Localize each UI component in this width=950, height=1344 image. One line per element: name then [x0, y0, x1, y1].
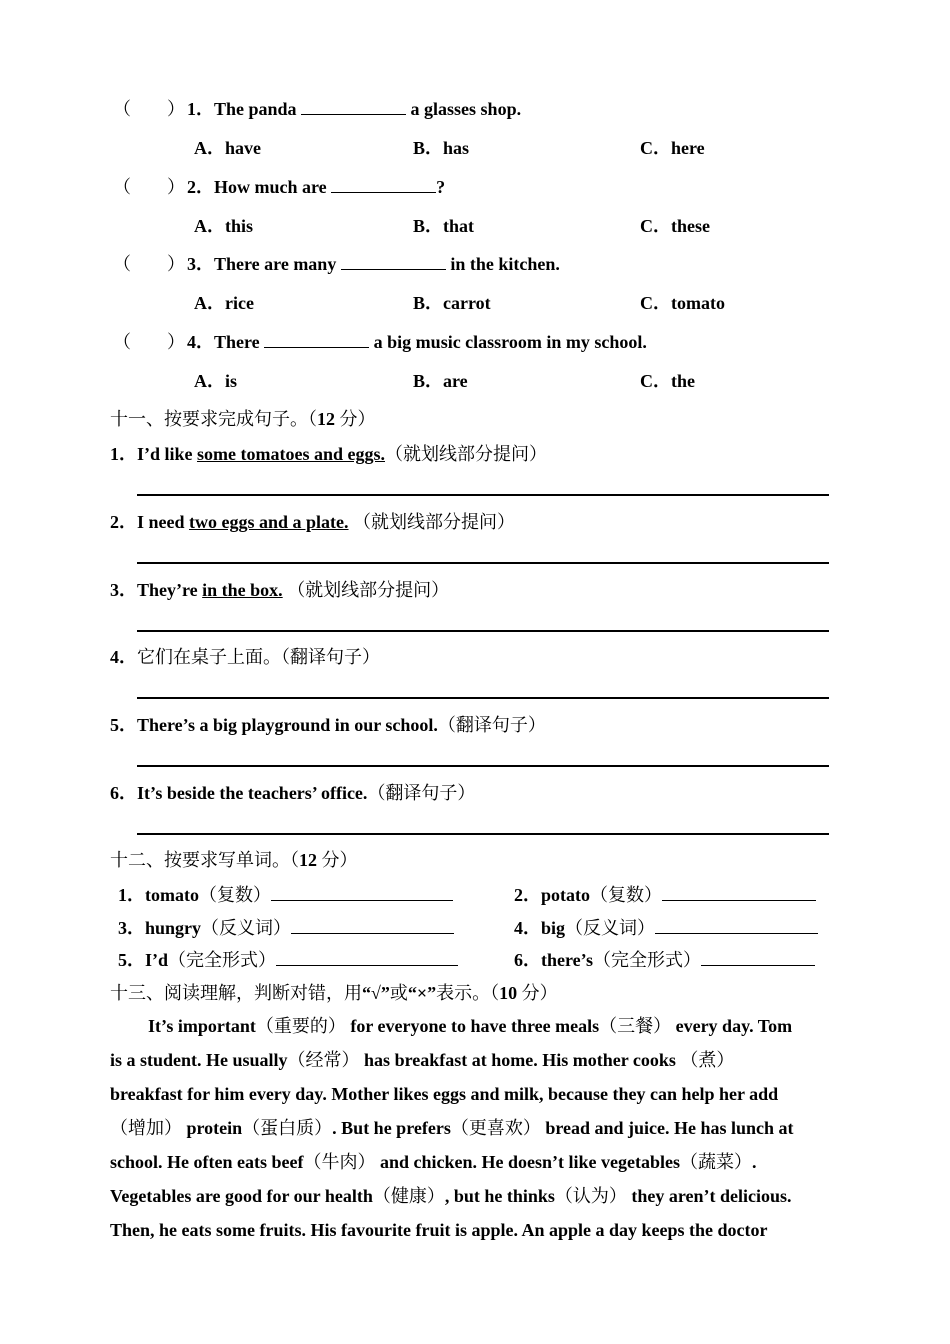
answer-blank[interactable] [662, 884, 816, 901]
answer-paren[interactable]: （ ） [113, 177, 185, 197]
sentence-task: 4．它们在桌子上面。（翻译句子） [110, 647, 380, 667]
underlined-phrase: some tomatoes and eggs. [197, 444, 385, 464]
option-c[interactable]: C．tomato [640, 293, 725, 313]
question-stem: （ ） 2．How much are ? [113, 177, 446, 197]
answer-blank[interactable] [276, 949, 458, 966]
option-a[interactable]: A．is [194, 371, 238, 391]
answer-paren[interactable]: （ ） [113, 332, 185, 352]
option-b[interactable]: B．has [413, 138, 470, 158]
passage-line: is a student. He usually（经常） has breakfast at home. His mother cooks （煮） [110, 1050, 735, 1070]
word-task: 6．there’s（完全形式） [514, 949, 815, 971]
option-a[interactable]: A．rice [194, 293, 254, 313]
word-task: 4．big（反义词） [514, 917, 818, 939]
passage-line: （增加） protein（蛋白质）. But he prefers（更喜欢） bread and juice. He has lunch at [110, 1118, 794, 1138]
answer-paren[interactable]: （ ） [113, 99, 185, 119]
answer-blank[interactable] [301, 98, 406, 115]
option-b[interactable]: B．that [413, 216, 475, 236]
section-12-title: 十二、按要求写单词。（12 分） [110, 850, 358, 870]
question-stem: （ ） 4．There a big music classroom in my school. [113, 332, 647, 352]
reading-passage [110, 1009, 842, 1247]
passage-line: Vegetables are good for our health（健康）, but he thinks（认为） they aren’t delicious. [110, 1186, 792, 1206]
passage-line: breakfast for him every day. Mother likes eggs and milk, because they can help her add [110, 1084, 779, 1104]
option-c[interactable]: C．these [640, 216, 710, 236]
option-a[interactable]: A．this [194, 216, 254, 236]
sentence-task: 5．There’s a big playground in our school.（翻译句子） [110, 715, 546, 735]
option-b[interactable]: B．carrot [413, 293, 491, 313]
underlined-phrase: two eggs and a plate. [189, 512, 349, 532]
answer-blank[interactable] [264, 331, 369, 348]
question-stem: （ ） 1．The panda a glasses shop. [113, 99, 522, 119]
answer-blank[interactable] [291, 917, 454, 934]
word-task: 2．potato（复数） [514, 884, 816, 906]
answer-blank[interactable] [271, 884, 453, 901]
option-c[interactable]: C．here [640, 138, 705, 158]
sentence-task: 1．I’d like some tomatoes and eggs.（就划线部分提问） [110, 444, 547, 464]
passage-line: It’s important（重要的） for everyone to have three meals（三餐） every day. Tom [148, 1016, 793, 1036]
sentence-task: 3．They’re in the box. （就划线部分提问） [110, 580, 450, 600]
answer-line[interactable] [137, 562, 829, 564]
option-c[interactable]: C．the [640, 371, 695, 391]
answer-line[interactable] [137, 833, 829, 835]
section-11-title: 十一、按要求完成句子。（12 分） [110, 409, 376, 429]
word-task: 3．hungry（反义词） [118, 917, 454, 939]
word-task: 1．tomato（复数） [118, 884, 453, 906]
option-a[interactable]: A．have [194, 138, 261, 158]
answer-line[interactable] [137, 697, 829, 699]
answer-blank[interactable] [331, 176, 436, 193]
answer-paren[interactable]: （ ） [113, 254, 185, 274]
answer-line[interactable] [137, 494, 829, 496]
sentence-task: 6．It’s beside the teachers’ office.（翻译句子） [110, 783, 476, 803]
passage-line: school. He often eats beef（牛肉） and chicken. He doesn’t like vegetables（蔬菜）. [110, 1152, 757, 1172]
answer-line[interactable] [137, 765, 829, 767]
sentence-task: 2．I need two eggs and a plate. （就划线部分提问） [110, 512, 516, 532]
answer-line[interactable] [137, 630, 829, 632]
word-task: 5．I’d（完全形式） [118, 949, 458, 971]
question-stem: （ ） 3．There are many in the kitchen. [113, 254, 560, 274]
passage-line: Then, he eats some fruits. His favourite fruit is apple. An apple a day keeps the doctor [110, 1220, 768, 1240]
underlined-phrase: in the box. [202, 580, 283, 600]
answer-blank[interactable] [701, 949, 815, 966]
answer-blank[interactable] [341, 253, 446, 270]
answer-blank[interactable] [655, 917, 818, 934]
section-13-title: 十三、阅读理解，判断对错，用“√”或“×”表示。（10 分） [110, 983, 558, 1003]
option-b[interactable]: B．are [413, 371, 468, 391]
